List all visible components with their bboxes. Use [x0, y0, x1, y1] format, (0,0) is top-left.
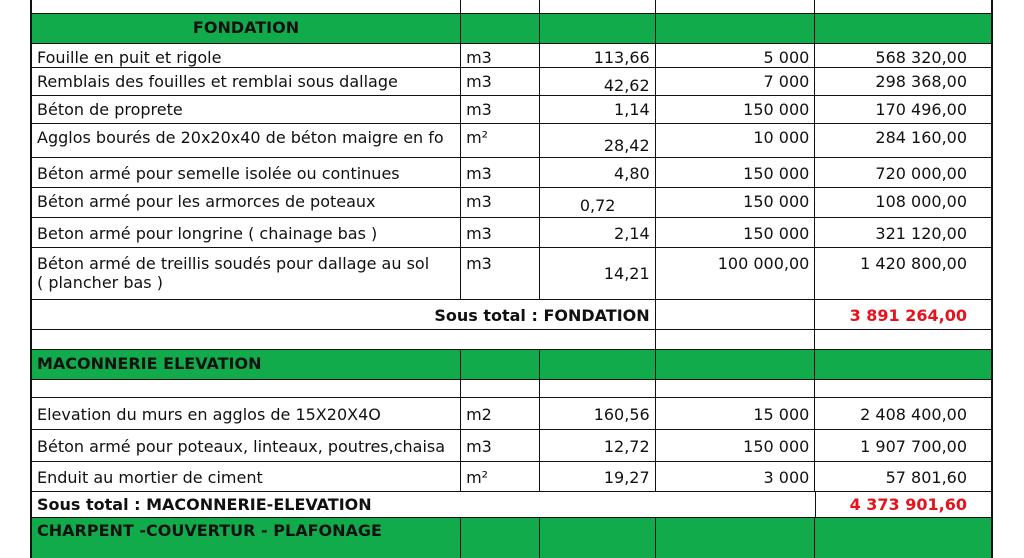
item-unit-price: 150 000: [656, 188, 816, 217]
table-row: [32, 44, 991, 68]
section-title: FONDATION: [32, 14, 461, 43]
item-total: 284 160,00: [875, 128, 968, 147]
table-row: [32, 248, 991, 300]
item-description: Béton de proprete: [32, 96, 461, 123]
table-row: [32, 124, 991, 158]
item-unit: m3: [461, 248, 540, 299]
item-total: 720 000,00: [875, 164, 968, 183]
subtotal-label: Sous total : FONDATION: [32, 300, 656, 329]
item-unit-price: 3 000: [656, 462, 816, 491]
quote-spreadsheet: [30, 0, 993, 558]
item-description: Beton armé pour longrine ( chainage bas ): [32, 218, 461, 247]
table-row: [32, 398, 991, 430]
section-title: CHARPENT -COUVERTUR - PLAFONAGE: [32, 518, 461, 558]
item-total: 1 420 800,00: [860, 254, 968, 273]
item-unit-price: 100 000,00: [656, 248, 816, 299]
table-row: [32, 96, 991, 124]
item-total: 170 496,00: [875, 100, 968, 119]
item-quantity: 19,27: [540, 462, 656, 491]
section-header-maconnerie: [32, 350, 991, 380]
item-unit-price: 10 000: [656, 124, 816, 157]
item-description: Remblais des fouilles et remblai sous dallage: [32, 68, 461, 95]
item-unit: m3: [461, 218, 540, 247]
item-quantity: 113,66: [540, 44, 656, 67]
table-row: [32, 462, 991, 492]
item-description-continued: ( plancher bas ): [37, 273, 163, 292]
table-row: [32, 68, 991, 96]
item-quantity: 1,14: [540, 96, 656, 123]
item-quantity: 12,72: [540, 430, 656, 461]
item-description: Agglos bourés de 20x20x40 de béton maigre en fo: [32, 124, 461, 157]
item-quantity: 14,21: [540, 248, 656, 299]
item-quantity: 4,80: [540, 158, 656, 187]
item-total: 321 120,00: [875, 224, 968, 243]
item-quantity: 160,56: [540, 398, 656, 429]
table-row: [32, 188, 991, 218]
item-description: Enduit au mortier de ciment: [32, 462, 461, 491]
item-total: 108 000,00: [875, 192, 967, 211]
item-total: 2 408 400,00: [860, 405, 968, 424]
item-unit: m3: [461, 96, 540, 123]
item-unit-price: 150 000: [656, 158, 816, 187]
subtotal-row-fondation: [32, 300, 991, 330]
empty-row: [32, 0, 991, 14]
item-unit-price: 150 000: [656, 218, 816, 247]
table-row: [32, 158, 991, 188]
item-total: 568 320,00: [875, 48, 968, 67]
item-total: 57 801,60: [885, 468, 968, 487]
item-quantity: 28,42: [540, 124, 656, 157]
item-unit: m3: [461, 188, 540, 217]
item-unit: m2: [461, 398, 540, 429]
item-quantity: 0,72: [540, 188, 656, 217]
table-row: [32, 430, 991, 462]
empty-row: [32, 330, 991, 350]
subtotal-label: Sous total : MACONNERIE-ELEVATION: [32, 492, 816, 517]
section-title: MACONNERIE ELEVATION: [32, 350, 461, 379]
item-unit-price: 7 000: [656, 68, 816, 95]
item-description: Elevation du murs en agglos de 15X20X4O: [32, 398, 461, 429]
subtotal-row-maconnerie: [32, 492, 991, 518]
subtotal-value: 4 373 901,60: [849, 495, 967, 514]
item-quantity: 42,62: [540, 68, 656, 95]
item-description: Fouille en puit et rigole: [32, 44, 461, 67]
item-description: Béton armé pour semelle isolée ou continues: [32, 158, 461, 187]
subtotal-value: 3 891 264,00: [849, 306, 967, 325]
item-unit-price: 150 000: [656, 96, 816, 123]
item-unit: m3: [461, 430, 540, 461]
item-unit-price: 15 000: [656, 398, 816, 429]
table-row: [32, 218, 991, 248]
item-unit: m²: [461, 124, 540, 157]
item-quantity: 2,14: [540, 218, 656, 247]
item-unit-price: 5 000: [656, 44, 816, 67]
item-description: Béton armé pour les armorces de poteaux: [32, 188, 461, 217]
item-total: 298 368,00: [875, 72, 968, 91]
empty-row: [32, 380, 991, 398]
item-unit-price: 150 000: [656, 430, 816, 461]
item-unit: m²: [461, 462, 540, 491]
item-description: Béton armé pour poteaux, linteaux, poutres,chaisa: [32, 430, 461, 461]
item-unit: m3: [461, 68, 540, 95]
item-total: 1 907 700,00: [860, 437, 968, 456]
item-description: Béton armé de treillis soudés pour dallage au sol: [37, 254, 430, 273]
section-header-charpente: [32, 518, 991, 558]
section-header-fondation: [32, 14, 991, 44]
item-unit: m3: [461, 44, 540, 67]
item-unit: m3: [461, 158, 540, 187]
